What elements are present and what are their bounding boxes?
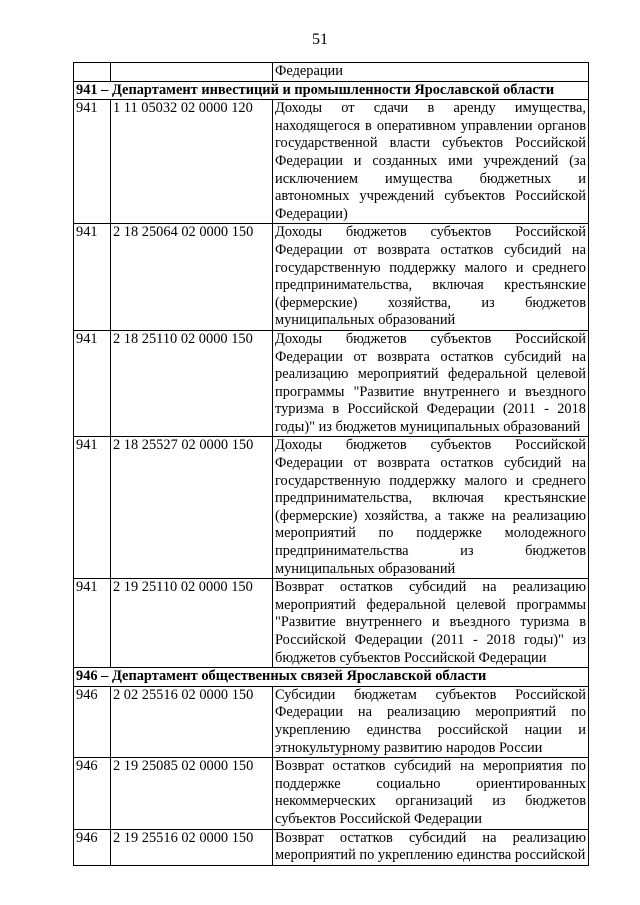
table-row xyxy=(74,100,589,224)
revenue-description-cell: Субсидии бюджетам субъектов Российской Федерации на реализацию мероприятий по укреплению единства российской нации и этнокультурному развитию народов России xyxy=(273,686,589,757)
budget-classification-code-cell: 2 19 25110 02 0000 150 xyxy=(111,579,273,668)
budget-classification-code-cell: 2 18 25110 02 0000 150 xyxy=(111,330,273,437)
table-row xyxy=(74,330,589,437)
revenue-description-cell: Возврат остатков субсидий на реализацию мероприятий по укреплению единства российской xyxy=(273,829,589,865)
table-row xyxy=(74,437,589,579)
table-row xyxy=(74,686,589,757)
admin-code-cell: 941 xyxy=(74,579,111,668)
budget-classification-code-cell: 2 02 25516 02 0000 150 xyxy=(111,686,273,757)
revenue-description-cell: Возврат остатков субсидий на мероприятия по поддержке социально ориентированных некоммерческих организаций из бюджетов субъектов Российской Федерации xyxy=(273,758,589,829)
admin-code-cell: 946 xyxy=(74,758,111,829)
budget-classification-code-cell: 2 19 25085 02 0000 150 xyxy=(111,758,273,829)
revenue-description-cell: Доходы бюджетов субъектов Российской Федерации от возврата остатков субсидий на реализацию мероприятий федеральной целевой программы "Развитие внутреннего и въездного туризма в Российской Федерации (2011 - 2018 годы)" из бюджетов муниципальных образований xyxy=(273,330,589,437)
revenue-description-cell: Доходы бюджетов субъектов Российской Федерации от возврата остатков субсидий на государственную поддержку малого и среднего предпринимательства, включая крестьянские (фермерские) хозяйства, а также на реализацию мероприятий по поддержке молодежного предпринимательства из бюджетов муниципальных образований xyxy=(273,437,589,579)
admin-code-cell: 941 xyxy=(74,330,111,437)
revenue-description-cell: Федерации xyxy=(273,63,589,82)
table-row xyxy=(74,224,589,331)
table-row xyxy=(74,63,589,82)
section-title: 941 – Департамент инвестиций и промышленности Ярославской области xyxy=(74,81,589,100)
table-row xyxy=(74,579,589,668)
section-title: 946 – Департамент общественных связей Ярославской области xyxy=(74,668,589,687)
table-body xyxy=(74,63,589,866)
admin-code-cell: 941 xyxy=(74,100,111,224)
budget-classification-code-cell: 2 18 25527 02 0000 150 xyxy=(111,437,273,579)
page-number: 51 xyxy=(312,31,328,48)
section-header-row xyxy=(74,668,589,687)
revenue-description-cell: Доходы бюджетов субъектов Российской Федерации от возврата остатков субсидий на государственную поддержку малого и среднего предпринимательства, включая крестьянские (фермерские) хозяйства, из бюджетов муниципальных образований xyxy=(273,224,589,331)
table-row xyxy=(74,829,589,865)
table-row xyxy=(74,758,589,829)
section-header-row xyxy=(74,81,589,100)
revenue-codes-table xyxy=(73,62,589,866)
budget-classification-code-cell: 1 11 05032 02 0000 120 xyxy=(111,100,273,224)
budget-classification-code-cell xyxy=(111,63,273,82)
admin-code-cell: 946 xyxy=(74,686,111,757)
budget-classification-code-cell: 2 18 25064 02 0000 150 xyxy=(111,224,273,331)
admin-code-cell xyxy=(74,63,111,82)
budget-classification-code-cell: 2 19 25516 02 0000 150 xyxy=(111,829,273,865)
revenue-description-cell: Возврат остатков субсидий на реализацию мероприятий федеральной целевой программы "Развитие внутреннего и въездного туризма в Российской Федерации (2011 - 2018 годы)" из бюджетов субъектов Российской Федерации xyxy=(273,579,589,668)
admin-code-cell: 941 xyxy=(74,437,111,579)
revenue-description-cell: Доходы от сдачи в аренду имущества, находящегося в оперативном управлении органов государственной власти субъектов Российской Федерации и созданных ими учреждений (за исключением имущества бюджетных и автономных учреждений субъектов Российской Федерации) xyxy=(273,100,589,224)
admin-code-cell: 941 xyxy=(74,224,111,331)
admin-code-cell: 946 xyxy=(74,829,111,865)
